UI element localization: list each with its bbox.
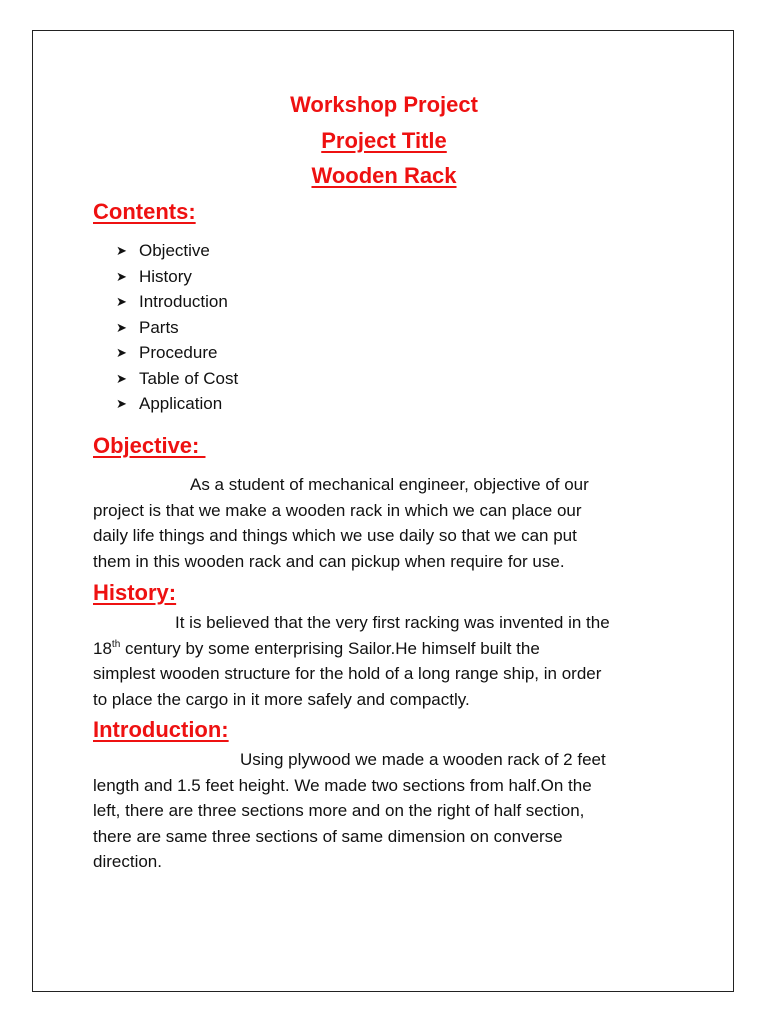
text-line: left, there are three sections more and on the right of half section, [93,801,585,820]
text-line: Using plywood we made a wooden rack of 2 feet [240,750,606,769]
text-line: daily life things and things which we use daily so that we can put [93,526,577,545]
text-line: them in this wooden rack and can pickup when require for use. [93,551,565,571]
arrow-bullet-icon: ➤ [116,370,127,386]
contents-item: ➤ Table of Cost [116,366,238,392]
text-line: to place the cargo in it more safely and compactly. [93,689,470,709]
introduction-paragraph [93,747,693,875]
project-title-label: Project Title [321,128,447,153]
objective-paragraph [93,472,693,574]
contents-item: ➤ Objective [116,238,238,264]
history-heading: History: [93,580,177,605]
text-line: 18th century by some enterprising Sailor.He himself built the [93,638,540,658]
arrow-bullet-icon: ➤ [116,345,127,360]
arrow-bullet-icon: ➤ [116,243,127,258]
text-line: It is believed that the very first racking was invented in the [175,613,610,632]
contents-item: ➤ History [116,264,238,290]
arrow-bullet-icon: ➤ [116,396,127,411]
arrow-bullet-icon: ➤ [116,268,127,284]
contents-item: ➤ Application [116,391,238,417]
objective-heading: Objective: [93,433,206,458]
arrow-bullet-icon: ➤ [116,319,127,335]
text-line: there are same three sections of same dimension on converse [93,826,563,846]
contents-item: ➤ Introduction [116,289,238,315]
text-line: length and 1.5 feet height. We made two sections from half.On the [93,775,592,795]
project-name: Wooden Rack [311,163,457,188]
text-line: As a student of mechanical engineer, objective of our [190,475,589,494]
contents-item: ➤ Procedure [116,340,238,366]
text-line: simplest wooden structure for the hold of a long range ship, in order [93,664,602,683]
document-title: Workshop Project [290,92,478,117]
text-line: direction. [93,852,162,871]
contents-list [116,238,238,417]
contents-heading: Contents: [93,199,196,224]
arrow-bullet-icon: ➤ [116,294,127,309]
contents-item: ➤ Parts [116,315,238,341]
history-paragraph [93,610,693,712]
text-line: project is that we make a wooden rack in which we can place our [93,500,582,520]
introduction-heading: Introduction: [93,717,229,742]
